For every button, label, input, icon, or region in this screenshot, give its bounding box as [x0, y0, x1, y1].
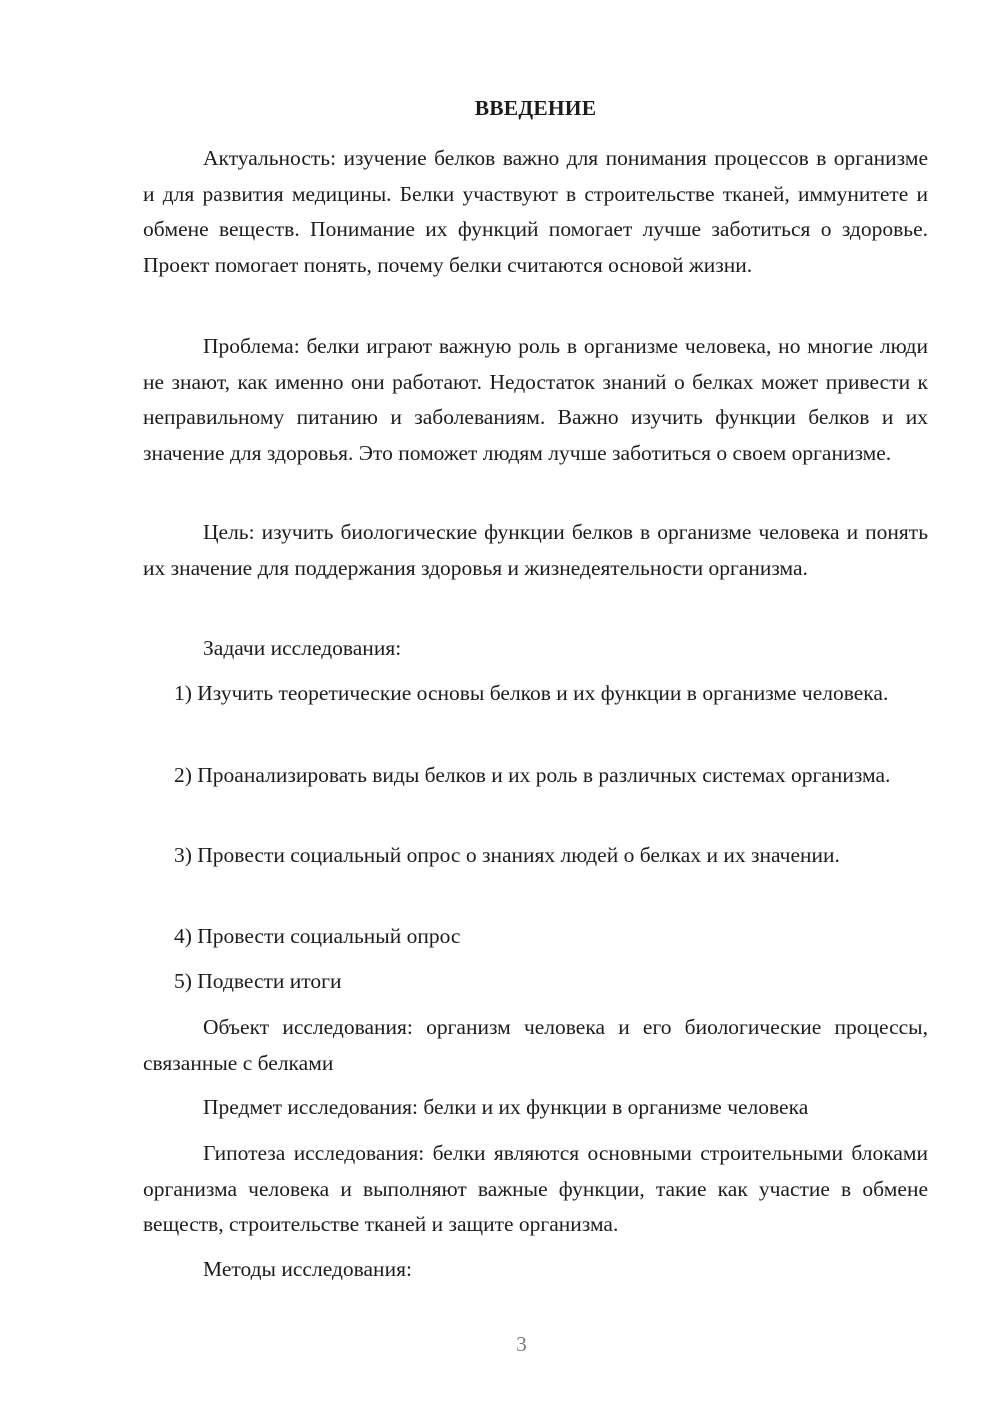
problem-paragraph: Проблема: белки играют важную роль в организме человека, но многие люди не знают, как именно они работают. Недостаток знаний о белках может привести к неправильному питанию и заболеваниям. Важно изучить функции белков и их значение для здоровья. Это поможет людям лучше заботиться о своем организме.	[143, 334, 928, 465]
methods-title: Методы исследования:	[203, 1257, 412, 1281]
subject-paragraph: Предмет исследования: белки и их функции в организме человека	[203, 1095, 809, 1119]
list-item: 5) Подвести итоги	[174, 969, 342, 993]
goal-paragraph: Цель: изучить биологические функции белков в организме человека и понять их значение для поддержания здоровья и жизнедеятельности организма.	[143, 520, 928, 580]
list-item: 2) Проанализировать виды белков и их роль в различных системах организма.	[174, 763, 891, 787]
object-paragraph: Объект исследования: организм человека и его биологические процессы, связанные с белками	[143, 1015, 928, 1075]
list-item: 4) Провести социальный опрос	[174, 924, 461, 948]
relevance-paragraph: Актуальность: изучение белков важно для понимания процессов в организме и для развития медицины. Белки участвуют в строительстве тканей, иммунитете и обмене веществ. Понимание их функций помогает лучше заботиться о здоровье. Проект помогает понять, почему белки считаются основой жизни.	[143, 146, 928, 277]
page-title: ВВЕДЕНИЕ	[474, 96, 597, 120]
page-number: 3	[516, 1332, 527, 1356]
list-item: 1) Изучить теоретические основы белков и их функции в организме человека.	[174, 681, 889, 705]
list-item: 3) Провести социальный опрос о знаниях людей о белках и их значении.	[174, 843, 840, 867]
hypothesis-paragraph: Гипотеза исследования: белки являются основными строительными блоками организма человека и выполняют важные функции, такие как участие в обмене веществ, строительстве тканей и защите организма.	[143, 1141, 928, 1236]
tasks-title: Задачи исследования:	[203, 636, 402, 660]
document-page	[143, 0, 928, 1414]
